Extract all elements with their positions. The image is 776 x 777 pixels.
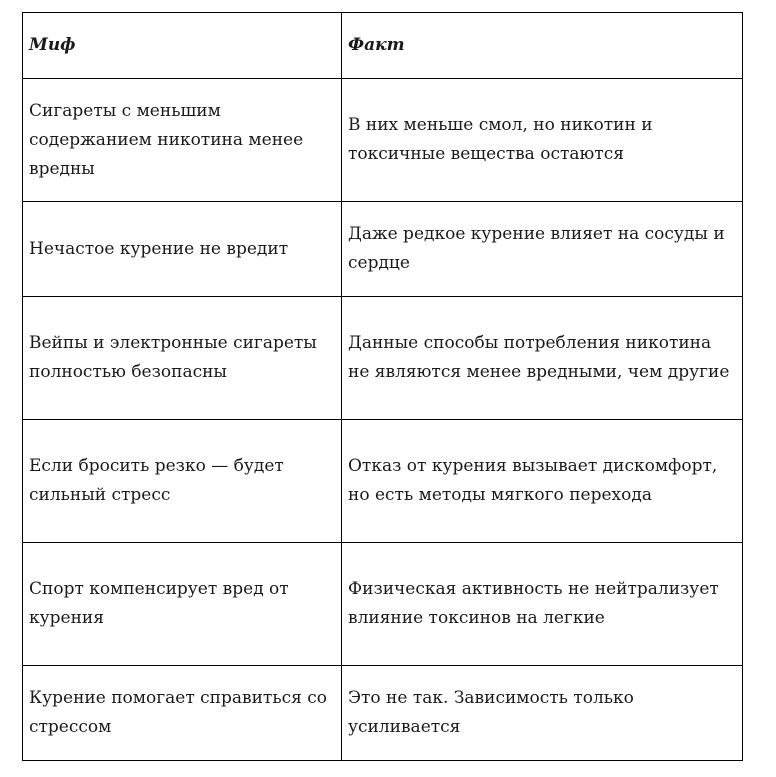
table-row: [23, 543, 743, 666]
header-fact: Факт: [342, 13, 743, 79]
fact-cell: В них меньше смол, но никотин и токсичные вещества остаются: [342, 79, 743, 202]
table-row: [23, 666, 743, 761]
header-row: [23, 13, 743, 79]
myth-cell: Спорт компенсирует вред от курения: [23, 543, 342, 666]
table-row: [23, 297, 743, 420]
table-row: [23, 420, 743, 543]
table-row: [23, 79, 743, 202]
table-row: [23, 202, 743, 297]
fact-cell: Это не так. Зависимость только усиливается: [342, 666, 743, 761]
myth-cell: Сигареты с меньшим содержанием никотина менее вредны: [23, 79, 342, 202]
table-header: [23, 13, 743, 79]
fact-cell: Физическая активность не нейтрализует влияние токсинов на легкие: [342, 543, 743, 666]
myth-cell: Если бросить резко — будет сильный стресс: [23, 420, 342, 543]
fact-cell: Данные способы потребления никотина не являются менее вредными, чем другие: [342, 297, 743, 420]
myth-cell: Курение помогает справиться со стрессом: [23, 666, 342, 761]
myth-fact-table: [22, 12, 743, 761]
fact-cell: Отказ от курения вызывает дискомфорт, но есть методы мягкого перехода: [342, 420, 743, 543]
myth-cell: Нечастое курение не вредит: [23, 202, 342, 297]
header-myth: Миф: [23, 13, 342, 79]
table-body: [23, 79, 743, 761]
myth-cell: Вейпы и электронные сигареты полностью безопасны: [23, 297, 342, 420]
fact-cell: Даже редкое курение влияет на сосуды и сердце: [342, 202, 743, 297]
